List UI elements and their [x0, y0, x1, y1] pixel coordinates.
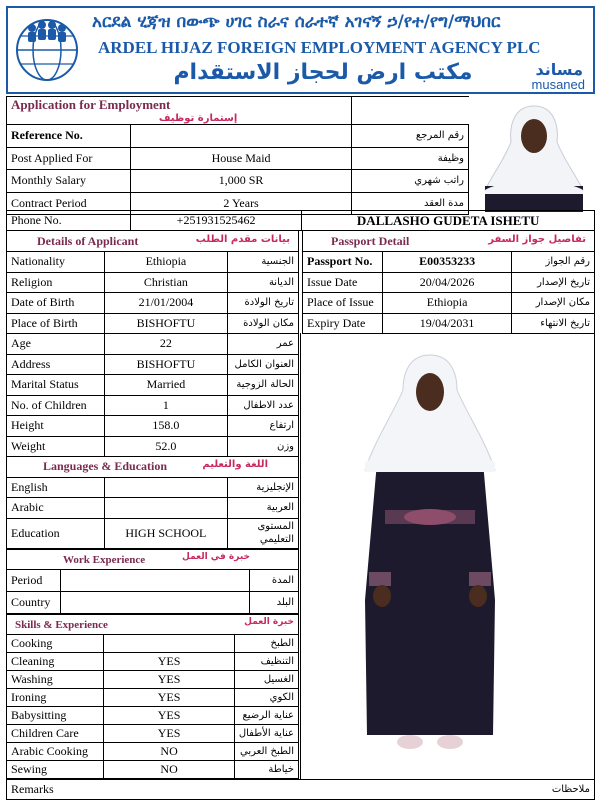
nationality-label: Nationality	[7, 252, 105, 273]
agency-header	[6, 6, 595, 94]
washing-label-arabic: الغسيل	[234, 671, 298, 689]
post-value: House Maid	[130, 147, 351, 170]
place-of-issue-value: Ethiopia	[382, 293, 511, 314]
passport-details-table	[302, 231, 595, 334]
reference-label-arabic: رقم المرجع	[352, 125, 469, 148]
english-label-arabic: الإنجليزية	[228, 477, 299, 498]
washing-label: Washing	[7, 671, 104, 689]
globe-people-logo-icon	[12, 12, 82, 88]
table-row	[7, 436, 299, 457]
phone-value: +251931525462	[130, 211, 302, 231]
table-row	[7, 416, 299, 437]
table-row	[7, 635, 299, 653]
passport-title-arabic: تفاصيل جواز السفر	[488, 233, 586, 245]
age-value: 22	[104, 334, 227, 355]
post-label: Post Applied For	[7, 147, 131, 170]
work-title-row	[7, 550, 299, 570]
agency-name-english: ARDEL HIJAZ FOREIGN EMPLOYMENT AGENCY PLC	[98, 38, 541, 57]
pob-label: Place of Birth	[7, 313, 105, 334]
table-row	[7, 743, 299, 761]
application-table	[6, 96, 469, 215]
place-of-issue-label: Place of Issue	[303, 293, 383, 314]
reference-label: Reference No.	[7, 125, 131, 148]
arabic-value	[104, 498, 228, 519]
country-label-arabic: البلد	[250, 592, 299, 614]
cleaning-label-arabic: التنظيف	[234, 653, 298, 671]
dob-value: 21/01/2004	[104, 293, 227, 314]
application-title-row	[7, 97, 469, 125]
height-label-arabic: ارتفاع	[228, 416, 299, 437]
children-label: No. of Children	[7, 395, 105, 416]
nationality-label-arabic: الجنسية	[228, 252, 299, 273]
nationality-value: Ethiopia	[104, 252, 227, 273]
passport-title-cell	[303, 231, 595, 252]
address-label: Address	[7, 354, 105, 375]
table-row	[7, 313, 299, 334]
children-value: 1	[104, 395, 227, 416]
marital-label-arabic: الحالة الزوجية	[228, 375, 299, 396]
table-row	[303, 293, 595, 314]
table-row	[7, 147, 469, 170]
babysitting-label-arabic: عناية الرضيع	[234, 707, 298, 725]
religion-label-arabic: الديانة	[228, 272, 299, 293]
ironing-label-arabic: الكوي	[234, 689, 298, 707]
issue-date-label-arabic: تاريخ الإصدار	[512, 272, 595, 293]
place-of-issue-label-arabic: مكان الإصدار	[512, 293, 595, 314]
table-row	[7, 707, 299, 725]
passport-no-value: E00353233	[382, 252, 511, 273]
cooking-value	[104, 635, 234, 653]
application-title-text: Application for Employment	[11, 97, 171, 112]
remarks-label: Remarks	[7, 780, 301, 800]
table-row	[7, 725, 299, 743]
pob-label-arabic: مكان الولادة	[228, 313, 299, 334]
table-row	[7, 761, 299, 779]
period-value	[60, 570, 249, 592]
applicant-full-body-photo	[355, 350, 505, 755]
issue-date-label: Issue Date	[303, 272, 383, 293]
application-title-blank	[352, 97, 469, 125]
arabic-cooking-label: Arabic Cooking	[7, 743, 104, 761]
application-title	[7, 97, 352, 125]
english-label: English	[7, 477, 105, 498]
children-label-arabic: عدد الاطفال	[228, 395, 299, 416]
passport-title: Passport Detail	[331, 233, 410, 248]
table-row	[7, 252, 299, 273]
table-row	[7, 375, 299, 396]
children-care-value: YES	[104, 725, 234, 743]
weight-label-arabic: وزن	[228, 436, 299, 457]
work-title: Work Experience	[63, 554, 146, 566]
children-care-label-arabic: عناية الأطفال	[234, 725, 298, 743]
table-row	[7, 293, 299, 314]
remarks-label-arabic: ملاحظات	[300, 780, 595, 800]
cleaning-label: Cleaning	[7, 653, 104, 671]
contract-label-arabic: مدة العقد	[352, 192, 469, 215]
table-row	[7, 671, 299, 689]
musaned-logo-english: musaned	[531, 77, 585, 92]
applicant-headshot-photo	[475, 98, 593, 212]
dob-label: Date of Birth	[7, 293, 105, 314]
passport-no-label: Passport No.	[303, 252, 383, 273]
education-label: Education	[7, 518, 105, 548]
musaned-logo	[511, 60, 589, 92]
ironing-label: Ironing	[7, 689, 104, 707]
table-row	[7, 334, 299, 355]
babysitting-value: YES	[104, 707, 234, 725]
education-value: HIGH SCHOOL	[104, 518, 228, 548]
education-label-arabic	[228, 518, 299, 548]
skills-title-row	[7, 615, 299, 635]
reference-value	[130, 125, 351, 148]
table-row	[7, 125, 469, 148]
period-label-arabic: المدة	[250, 570, 299, 592]
applicant-title-cell	[7, 231, 299, 252]
address-label-arabic: العنوان الكامل	[228, 354, 299, 375]
religion-label: Religion	[7, 272, 105, 293]
period-label: Period	[7, 570, 61, 592]
applicant-details-table	[6, 231, 299, 457]
table-row	[303, 252, 595, 273]
english-value	[104, 477, 228, 498]
post-label-arabic: وظيفة	[352, 147, 469, 170]
country-label: Country	[7, 592, 61, 614]
cleaning-value: YES	[104, 653, 234, 671]
washing-value: YES	[104, 671, 234, 689]
table-row	[7, 211, 595, 231]
dob-label-arabic: تاريخ الولادة	[228, 293, 299, 314]
marital-label: Marital Status	[7, 375, 105, 396]
country-value	[60, 592, 249, 614]
table-row	[7, 653, 299, 671]
table-row	[7, 498, 299, 519]
agency-name-amharic: አርደል ሂጃዝ በውጭ ሀገር ስራና ሰራተኛ አገናኝ ኃ/የተ/የግ/ማህበር	[92, 12, 501, 32]
height-label: Height	[7, 416, 105, 437]
education-label-arabic-line-2: التعليمي	[259, 534, 294, 545]
musaned-logo-arabic: مساند	[535, 60, 583, 79]
work-title-arabic: خبرة في العمل	[182, 552, 250, 562]
babysitting-label: Babysitting	[7, 707, 104, 725]
arabic-label-arabic: العربية	[228, 498, 299, 519]
table-row	[7, 272, 299, 293]
languages-education-table	[6, 456, 299, 549]
skills-experience-table	[6, 614, 299, 779]
height-value: 158.0	[104, 416, 227, 437]
cooking-label-arabic: الطبخ	[234, 635, 298, 653]
pob-value: BISHOFTU	[104, 313, 227, 334]
contract-label: Contract Period	[7, 192, 131, 215]
issue-date-value: 20/04/2026	[382, 272, 511, 293]
table-row	[7, 570, 299, 592]
expiry-date-label: Expiry Date	[303, 313, 383, 334]
ironing-value: YES	[104, 689, 234, 707]
education-label-arabic-line-1: المستوى	[257, 521, 294, 532]
arabic-cooking-label-arabic: الطبخ العربي	[234, 743, 298, 761]
weight-value: 52.0	[104, 436, 227, 457]
table-row	[7, 170, 469, 193]
skills-title: Skills & Experience	[15, 619, 108, 631]
sewing-value: NO	[104, 761, 234, 779]
sewing-label-arabic: خياطة	[234, 761, 298, 779]
weight-label: Weight	[7, 436, 105, 457]
work-experience-table	[6, 549, 299, 614]
table-row	[303, 272, 595, 293]
contract-value: 2 Years	[130, 192, 351, 215]
remarks-table	[6, 779, 595, 800]
passport-title-row	[303, 231, 595, 252]
table-row	[7, 518, 299, 548]
salary-label: Monthly Salary	[7, 170, 131, 193]
salary-value: 1,000 SR	[130, 170, 351, 193]
arabic-cooking-value: NO	[104, 743, 234, 761]
religion-value: Christian	[104, 272, 227, 293]
address-value: BISHOFTU	[104, 354, 227, 375]
table-row	[7, 477, 299, 498]
sewing-label: Sewing	[7, 761, 104, 779]
expiry-date-label-arabic: تاريخ الانتهاء	[512, 313, 595, 334]
cooking-label: Cooking	[7, 635, 104, 653]
languages-title-arabic: اللغة والتعليم	[202, 459, 268, 471]
age-label: Age	[7, 334, 105, 355]
passport-no-label-arabic: رقم الجواز	[512, 252, 595, 273]
applicant-title-arabic: بيانات مقدم الطلب	[195, 233, 290, 245]
languages-title-row	[7, 457, 299, 478]
applicant-full-name: DALLASHO GUDETA ISHETU	[302, 211, 595, 231]
table-row	[7, 354, 299, 375]
applicant-title-row	[7, 231, 299, 252]
languages-title: Languages & Education	[43, 459, 168, 474]
skills-title-cell	[7, 615, 299, 635]
table-row	[7, 780, 595, 800]
salary-label-arabic: راتب شهري	[352, 170, 469, 193]
arabic-label: Arabic	[7, 498, 105, 519]
phone-name-row	[6, 210, 595, 231]
agency-name-arabic: مكتب ارض لحجاز الاستقدام	[173, 60, 473, 85]
table-row	[7, 689, 299, 707]
expiry-date-value: 19/04/2031	[382, 313, 511, 334]
table-row	[303, 313, 595, 334]
phone-label: Phone No.	[7, 211, 131, 231]
skills-title-arabic: خبرة العمل	[244, 617, 294, 627]
work-title-cell	[7, 550, 299, 570]
table-row	[7, 592, 299, 614]
table-row	[7, 395, 299, 416]
applicant-title: Details of Applicant	[37, 233, 139, 248]
age-label-arabic: عمر	[228, 334, 299, 355]
application-title-arabic: إستمارة توظيف	[158, 113, 238, 124]
languages-title-cell	[7, 457, 299, 478]
marital-value: Married	[104, 375, 227, 396]
children-care-label: Children Care	[7, 725, 104, 743]
